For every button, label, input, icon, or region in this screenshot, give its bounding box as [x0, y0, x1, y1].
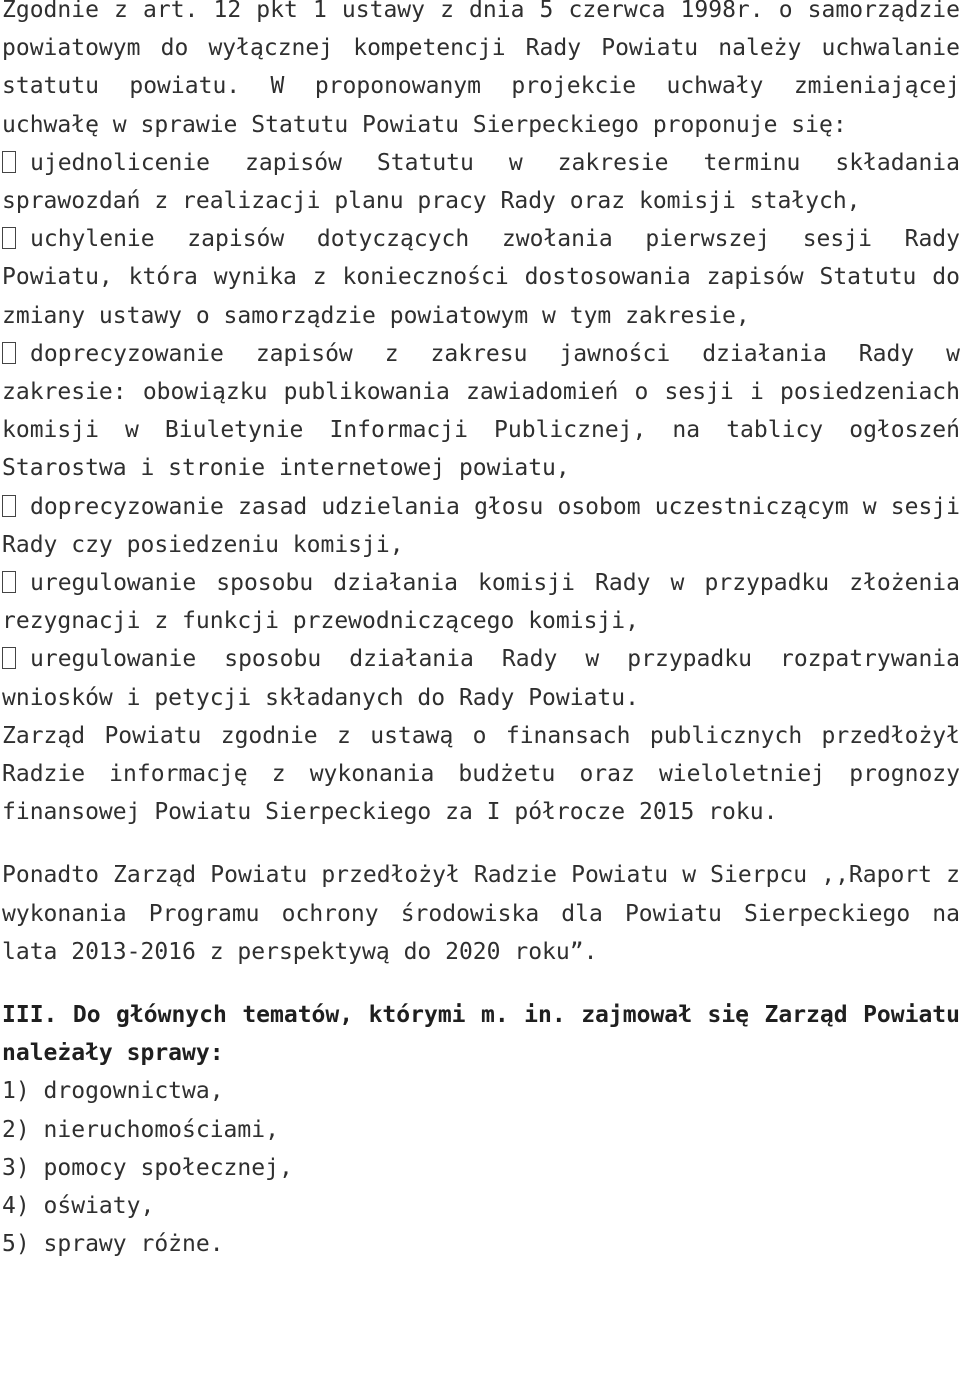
bullet-box-icon — [2, 227, 16, 249]
section-heading: III. Do głównych tematów, którymi m. in. zajmował się Zarząd Powiatu należały sprawy: — [2, 1002, 960, 1067]
bullet-item: uregulowanie sposobu działania komisji Rady w przypadku złożenia rezygnacji z funkcji przewodniczącego komisji, — [2, 570, 960, 635]
bullet-item: ujednolicenie zapisów Statutu w zakresie terminu składania sprawozdań z realizacji planu pracy Rady oraz komisji stałych, — [2, 149, 960, 215]
intro-paragraph — [2, 0, 960, 717]
bullet-item: uchylenie zapisów dotyczących zwołania pierwszej sesji Rady Powiatu, która wynika z konieczności dostosowania zapisów Statutu do zmiany ustawy o samorządzie powiatowym w tym zakresie, — [2, 226, 960, 329]
report-paragraph: Ponadto Zarząd Powiatu przedłożył Radzie Powiatu w Sierpcu ,,Raport z wykonania Programu ochrony środowiska dla Powiatu Sierpeckiego na lata 2013-2016 z perspektywą do 2020 roku”. — [2, 862, 960, 965]
topics-section — [2, 996, 960, 1263]
bullet-box-icon — [2, 647, 16, 669]
budget-paragraph: Zarząd Powiatu zgodnie z ustawą o finansach publicznych przedłożył Radzie informację z wykonania budżetu oraz wieloletniej prognozy finansowej Powiatu Sierpeckiego za I półrocze 2015 roku. — [2, 722, 960, 826]
topic-item: 3) pomocy społecznej, — [2, 1154, 293, 1181]
topic-item: 5) sprawy różne. — [2, 1231, 224, 1258]
bullet-box-icon — [2, 571, 16, 593]
bullet-item: doprecyzowanie zasad udzielania głosu osobom uczestniczącym w sesji Rady czy posiedzeniu komisji, — [2, 493, 960, 558]
bullet-box-icon — [2, 151, 16, 173]
bullet-box-icon — [2, 342, 16, 364]
bullet-item: uregulowanie sposobu działania Rady w przypadku rozpatrywania wniosków i petycji składanych do Rady Powiatu. — [2, 646, 960, 711]
bullet-box-icon — [2, 495, 16, 517]
topic-item: 1) drogownictwa, — [2, 1078, 224, 1105]
topic-item: 2) nieruchomościami, — [2, 1116, 279, 1143]
statute-section — [2, 0, 960, 717]
intro-text: Zgodnie z art. 12 pkt 1 ustawy z dnia 5 czerwca 1998r. o samorządzie powiatowym do wyłącznej kompetencji Rady Powiatu należy uchwalanie statutu powiatu. W proponowanym projekcie uchwały zmieniającej uchwałę w sprawie Statutu Powiatu Sierpeckiego proponuje się: — [2, 0, 960, 138]
bullet-item: doprecyzowanie zapisów z zakresu jawności działania Rady w zakresie: obowiązku publikowania zawiadomień o sesji i posiedzeniach komisji w Biuletynie Informacji Publicznej, na tablicy ogłoszeń Starostwa i stronie internetowej powiatu, — [2, 340, 960, 482]
topic-item: 4) oświaty, — [2, 1193, 155, 1220]
